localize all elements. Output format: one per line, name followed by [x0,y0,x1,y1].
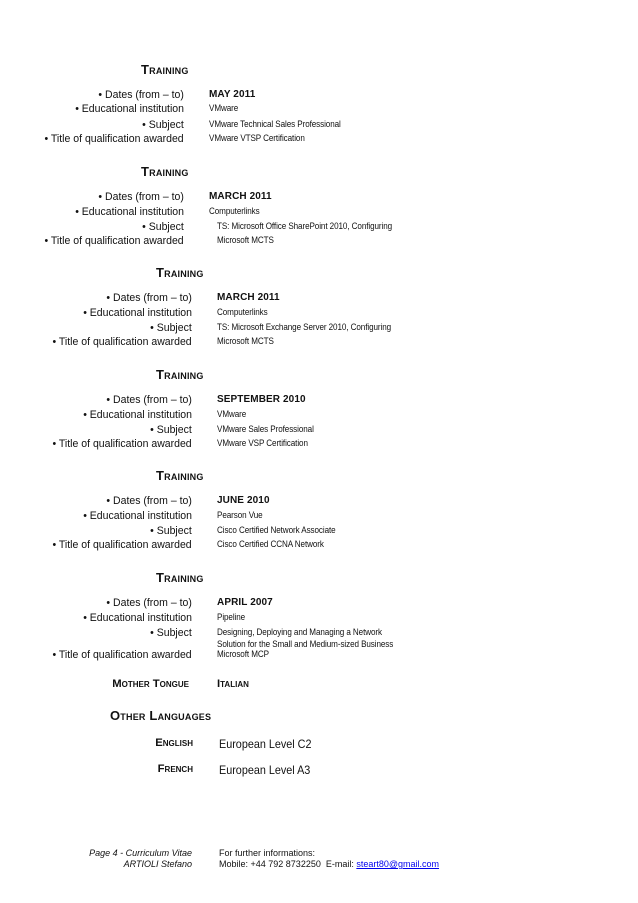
institution-label: • Educational institution [75,206,184,218]
institution-value: Pearson Vue [217,510,263,520]
institution-value: Computerlinks [209,206,260,216]
dates-label: • Dates (from – to) [106,292,192,304]
dates-label: • Dates (from – to) [98,89,184,101]
institution-value: VMware [217,409,247,419]
institution-label: • Educational institution [83,612,192,624]
dates-label: • Dates (from – to) [106,597,192,609]
dates-label: • Dates (from – to) [106,495,192,507]
mother-tongue-label: Mother Tongue [112,678,189,690]
qualification-value: Cisco Certified CCNA Network [217,539,324,549]
subject-label: • Subject [150,424,192,436]
footer-page-label: Page 4 - Curriculum Vitae [89,848,192,858]
subject-label: • Subject [150,322,192,334]
qualification-label: • Title of qualification awarded [44,235,184,247]
qualification-value: VMware VTSP Certification [209,133,305,143]
qualification-label: • Title of qualification awarded [52,649,192,661]
qualification-label: • Title of qualification awarded [52,336,192,348]
institution-label: • Educational institution [83,510,192,522]
section-heading-training: Training [156,367,204,382]
institution-value: VMware [209,103,239,113]
mother-tongue-value: Italian [217,678,249,690]
qualification-label: • Title of qualification awarded [52,539,192,551]
qualification-value: Microsoft MCTS [217,235,274,245]
qualification-label: • Title of qualification awarded [52,438,192,450]
dates-label: • Dates (from – to) [106,394,192,406]
dates-value: MARCH 2011 [217,292,280,303]
subject-value: VMware Sales Professional [217,424,314,434]
subject-label: • Subject [142,119,184,131]
subject-value-line2: Solution for the Small and Medium-sized Business [217,639,394,649]
institution-value: Pipeline [217,612,246,622]
language-level: European Level C2 [219,737,312,751]
qualification-value: VMware VSP Certification [217,438,308,448]
subject-value: Cisco Certified Network Associate [217,525,336,535]
subject-value: Designing, Deploying and Managing a Network [217,627,382,637]
institution-label: • Educational institution [83,307,192,319]
footer-author-name: ARTIOLI Stefano [123,859,192,869]
section-heading-training: Training [156,265,204,280]
section-heading-training: Training [156,570,204,585]
qualification-value: Microsoft MCP [217,649,269,659]
dates-value: SEPTEMBER 2010 [217,394,306,405]
institution-label: • Educational institution [83,409,192,421]
footer-info-title: For further informations: [219,848,316,858]
qualification-label: • Title of qualification awarded [44,133,184,145]
footer-email-link[interactable]: steart80@gmail.com [356,859,440,869]
subject-value: TS: Microsoft Exchange Server 2010, Configuring [217,322,392,332]
subject-value: VMware Technical Sales Professional [209,119,341,129]
subject-value: TS: Microsoft Office SharePoint 2010, Configuring [217,221,393,231]
qualification-value: Microsoft MCTS [217,336,274,346]
section-heading-training: Training [141,62,189,77]
dates-value: APRIL 2007 [217,597,273,608]
dates-value: MAY 2011 [209,89,256,100]
institution-label: • Educational institution [75,103,184,115]
subject-label: • Subject [150,525,192,537]
footer-contact [219,859,439,869]
subject-label: • Subject [142,221,184,233]
institution-value: Computerlinks [217,307,268,317]
dates-value: JUNE 2010 [217,495,270,506]
language-label: French [157,763,193,775]
dates-value: MARCH 2011 [209,191,272,202]
language-level: European Level A3 [219,763,311,777]
subject-label: • Subject [150,627,192,639]
section-heading-training: Training [156,468,204,483]
dates-label: • Dates (from – to) [98,191,184,203]
footer-mobile: Mobile: +44 792 8732250 E-mail: [219,859,357,869]
section-heading-training: Training [141,164,189,179]
other-languages-heading: Other Languages [110,708,212,723]
language-label: English [155,737,193,749]
